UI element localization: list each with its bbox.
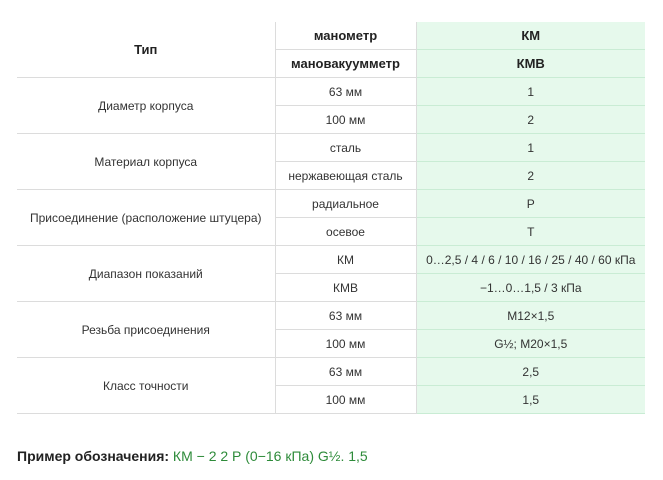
value-cell: 1,5 [416,386,645,414]
group-label-accuracy: Класс точности [17,358,275,414]
sub-cell: 100 мм [275,106,416,134]
group-label-thread: Резьба присоединения [17,302,275,358]
sub-cell: сталь [275,134,416,162]
type-header: Тип [17,22,275,78]
value-cell: 1 [416,78,645,106]
example-value: КМ − 2 2 Р (0−16 кПа) G½. 1,5 [172,448,368,464]
value-cell: Р [416,190,645,218]
header-sub-vacuum: мановакуумметр [275,50,416,78]
sub-cell: 100 мм [275,330,416,358]
example-label: Пример обозначения: [17,448,170,464]
header-val-kmv: КМВ [416,50,645,78]
group-label-connection: Присоединение (расположение штуцера) [17,190,275,246]
designation-example [17,448,368,464]
value-cell: 2 [416,106,645,134]
sub-cell: 100 мм [275,386,416,414]
table-row [17,134,645,162]
value-cell: 2 [416,162,645,190]
group-label-diameter: Диаметр корпуса [17,78,275,134]
table-row [17,302,645,330]
sub-cell: 63 мм [275,358,416,386]
table-row [17,78,645,106]
value-cell: 0…2,5 / 4 / 6 / 10 / 16 / 25 / 40 / 60 кПа [416,246,645,274]
sub-cell: нержавеющая сталь [275,162,416,190]
sub-cell: КМ [275,246,416,274]
table-row [17,358,645,386]
value-cell: −1…0…1,5 / 3 кПа [416,274,645,302]
value-cell: G½; М20×1,5 [416,330,645,358]
value-cell: Т [416,218,645,246]
group-label-material: Материал корпуса [17,134,275,190]
header-val-km: КМ [416,22,645,50]
value-cell: М12×1,5 [416,302,645,330]
table-row [17,246,645,274]
value-cell: 2,5 [416,358,645,386]
sub-cell: 63 мм [275,78,416,106]
header-sub-manometer: манометр [275,22,416,50]
group-label-range: Диапазон показаний [17,246,275,302]
spec-table [17,22,645,414]
sub-cell: радиальное [275,190,416,218]
sub-cell: осевое [275,218,416,246]
value-cell: 1 [416,134,645,162]
sub-cell: КМВ [275,274,416,302]
table-row [17,190,645,218]
header-row-manometer [17,22,645,50]
sub-cell: 63 мм [275,302,416,330]
